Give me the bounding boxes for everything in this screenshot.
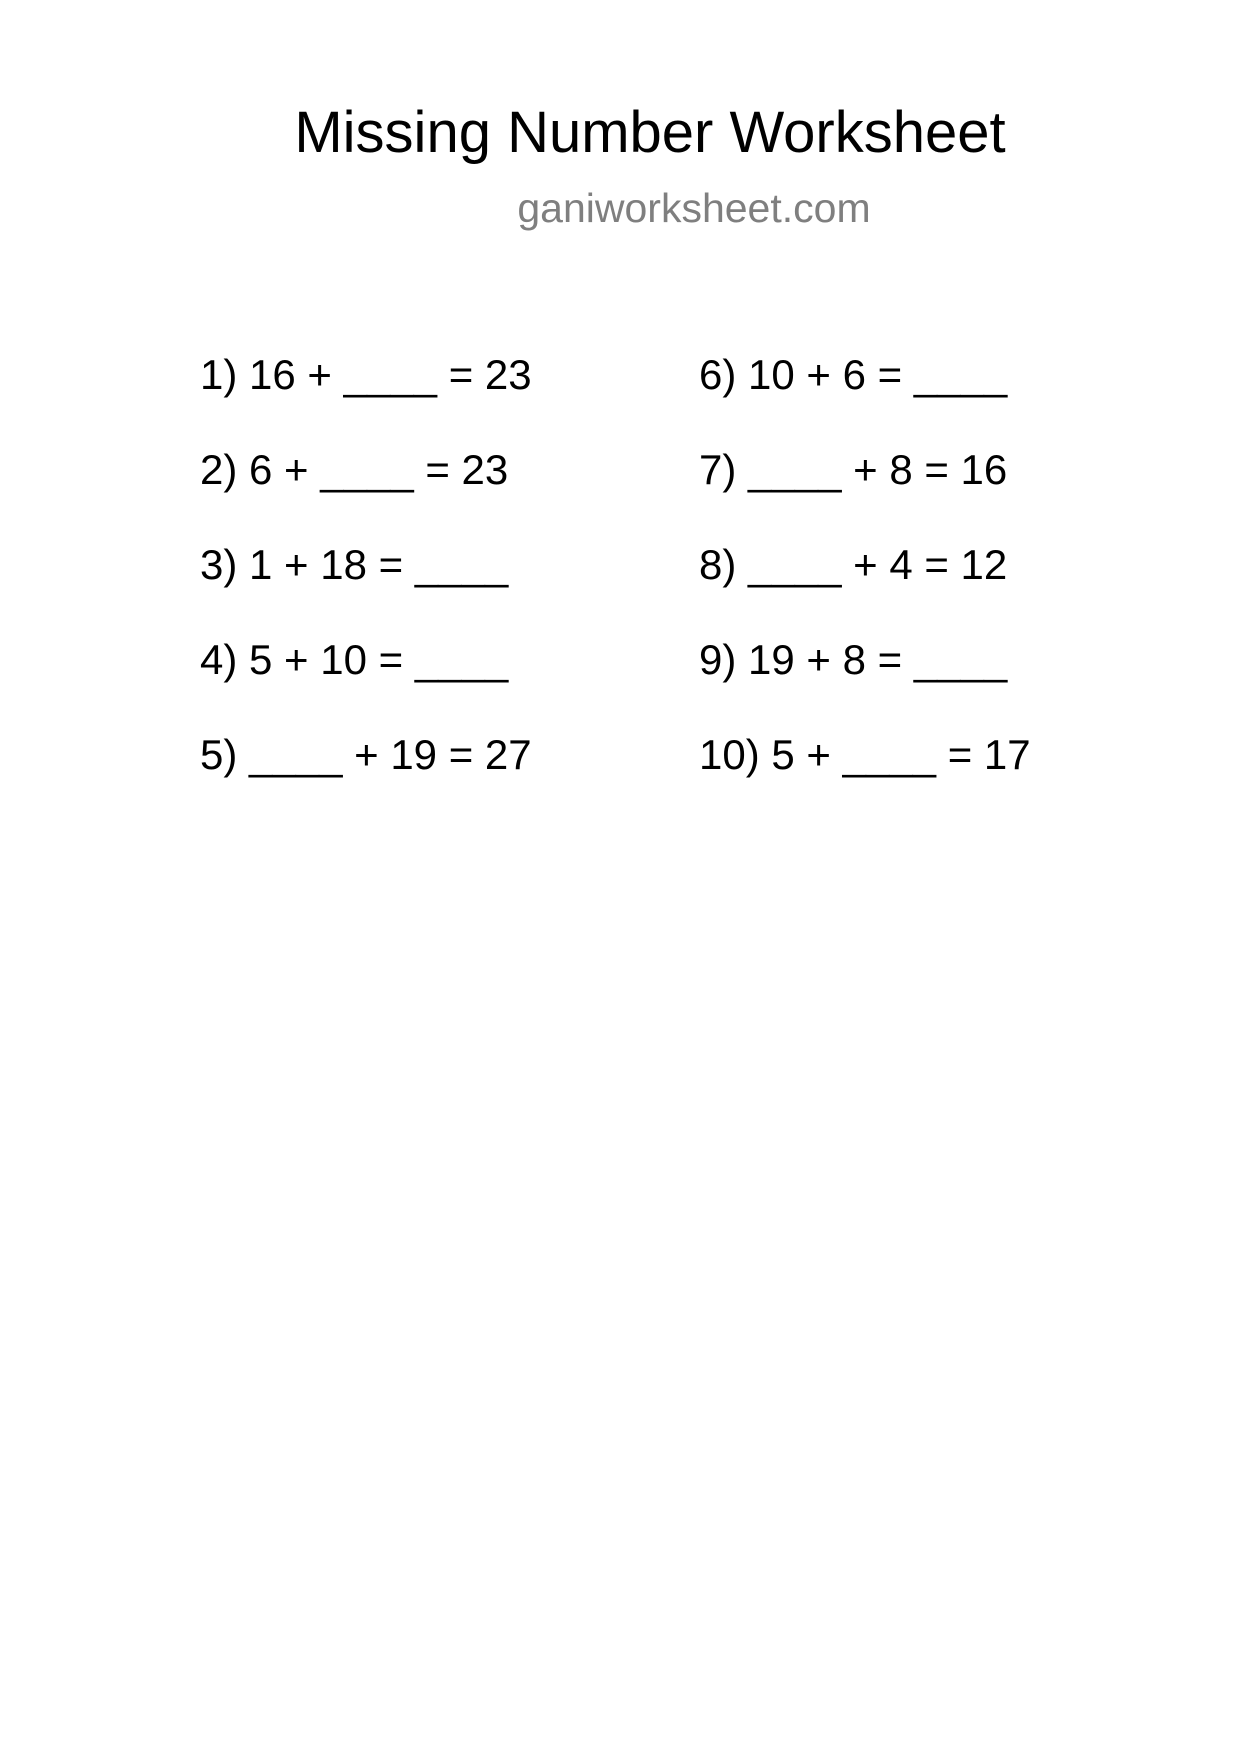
problem-2: 2) 6 + ____ = 23 bbox=[200, 446, 509, 493]
worksheet-source: ganiworksheet.com bbox=[517, 185, 871, 231]
problem-10: 10) 5 + ____ = 17 bbox=[699, 731, 1031, 778]
problem-8: 8) ____ + 4 = 12 bbox=[699, 541, 1008, 588]
problem-4: 4) 5 + 10 = ____ bbox=[200, 636, 509, 683]
problem-6: 6) 10 + 6 = ____ bbox=[699, 351, 1008, 398]
problem-5: 5) ____ + 19 = 27 bbox=[200, 731, 532, 778]
problem-7: 7) ____ + 8 = 16 bbox=[699, 446, 1008, 493]
problem-9: 9) 19 + 8 = ____ bbox=[699, 636, 1008, 683]
problem-1: 1) 16 + ____ = 23 bbox=[200, 351, 532, 398]
worksheet-title: Missing Number Worksheet bbox=[294, 100, 1006, 165]
problem-3: 3) 1 + 18 = ____ bbox=[200, 541, 509, 588]
